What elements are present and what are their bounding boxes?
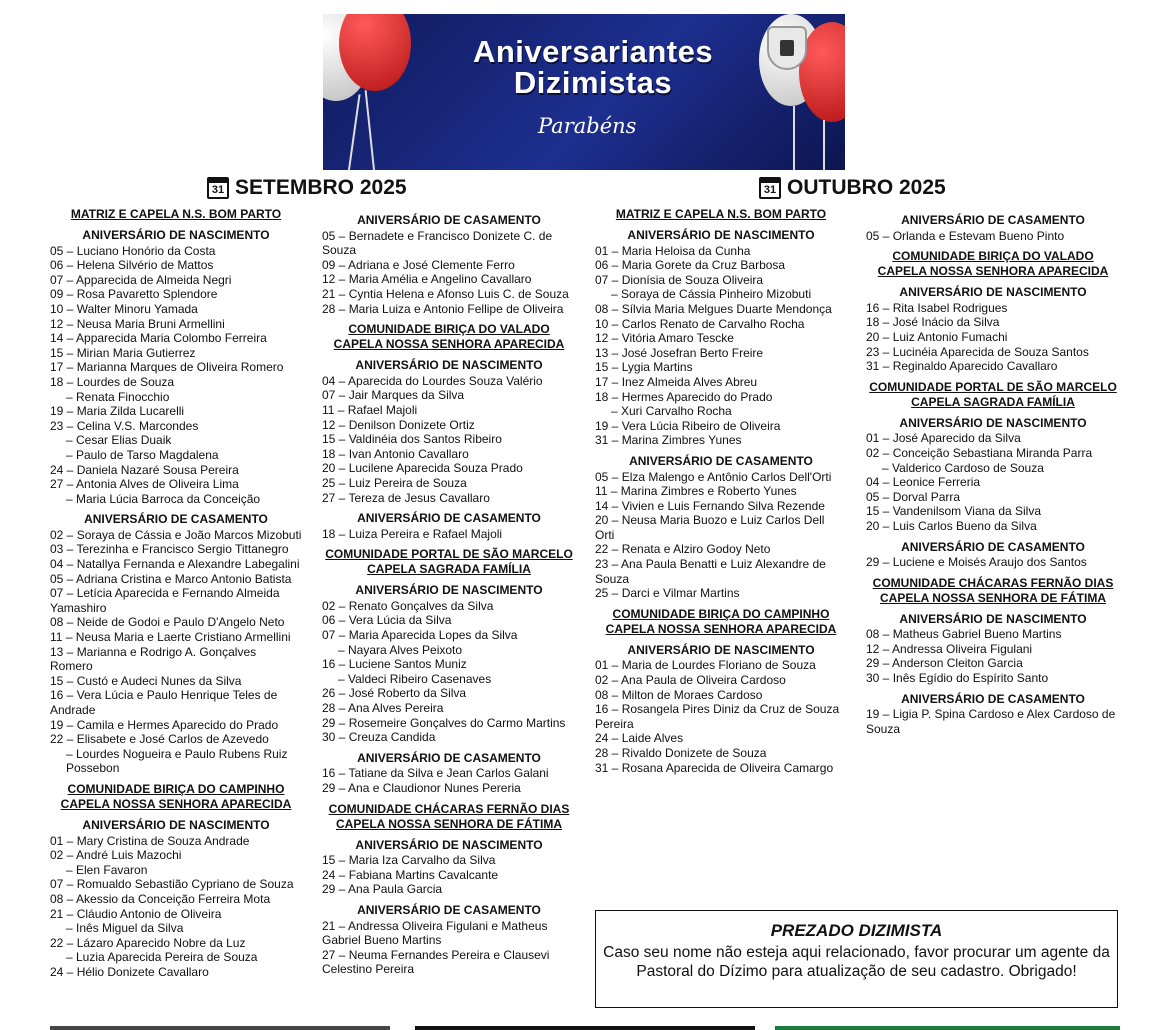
list-item: 31 – Rosana Aparecida de Oliveira Camargo [595, 760, 834, 775]
community-name: COMUNIDADE PORTAL DE SÃO MARCELO [869, 379, 1117, 394]
list-item: 06 – Vera Lúcia da Silva [322, 613, 452, 628]
community-name: CAPELA NOSSA SENHORA APARECIDA [333, 337, 565, 352]
section-list [866, 213, 1120, 243]
list-item: 27 – Neuma Fernandes Pereira e Clausevi Celestino Pereira [322, 947, 550, 977]
list-item: 02 – Ana Paula de Oliveira Cardoso [595, 673, 786, 688]
list-item: – Inês Miguel da Silva [66, 921, 184, 936]
list-item: 28 – Maria Luiza e Antonio Fellipe de Oliveira [322, 301, 564, 316]
community-name: MATRIZ E CAPELA N.S. BOM PARTO [615, 207, 827, 221]
list-item: 21 – Cláudio Antonio de Oliveira [50, 906, 222, 921]
list-item: 23 – Celina V.S. Marcondes [50, 418, 199, 433]
section-type-heading: ANIVERSÁRIO DE CASAMENTO [357, 750, 541, 765]
section-type-heading: ANIVERSÁRIO DE NASCIMENTO [82, 228, 270, 242]
section-type-heading: ANIVERSÁRIO DE NASCIMENTO [899, 285, 1087, 300]
list-item: 08 – Akessio da Conceição Ferreira Mota [50, 891, 271, 906]
list-item: 07 – Letícia Aparecida e Fernando Almeida Yamashiro [50, 586, 280, 615]
list-item: 10 – Walter Minoru Yamada [50, 301, 198, 316]
section-list [322, 511, 576, 541]
section-list [322, 213, 576, 316]
list-item: 06 – Helena Silvério de Mattos [50, 258, 214, 273]
list-item: 20 – Luis Carlos Bueno da Silva [866, 518, 1037, 533]
section-type-heading: ANIVERSÁRIO DE CASAMENTO [357, 213, 541, 227]
community-name: COMUNIDADE PORTAL DE SÃO MARCELO [325, 547, 573, 562]
list-item: 04 – Leonice Ferreria [866, 475, 981, 490]
list-item: 20 – Lucilene Aparecida Souza Prado [322, 461, 523, 476]
notice-title: PREZADO DIZIMISTA [770, 921, 943, 940]
list-item: 07 – Romualdo Sebastião Cypriano de Souza [50, 877, 294, 892]
list-item: – Cesar Elias Duaik [66, 433, 172, 448]
section-type-heading: ANIVERSÁRIO DE CASAMENTO [901, 213, 1085, 227]
list-item: 29 – Ana e Claudionor Nunes Pereria [322, 781, 521, 795]
month-title: SETEMBRO 2025 [235, 176, 407, 199]
section-list [322, 358, 576, 505]
list-item: 19 – Camila e Hermes Aparecido do Prado [50, 717, 279, 732]
list-item: 29 – Rosemeire Gonçalves do Carmo Martins [322, 715, 566, 730]
list-item: 08 – Sílvia Maria Melgues Duarte Mendonça [595, 301, 832, 316]
community-heading [50, 207, 302, 222]
list-item: 07 – Dionísia de Souza Oliveira [595, 272, 764, 287]
list-item: 01 – Maria Heloisa da Cunha [595, 243, 751, 258]
list-item: – Valderico Cardoso de Souza [882, 460, 1044, 475]
community-heading [322, 322, 576, 352]
list-item: 24 – Hélio Donizete Cavallaro [50, 964, 209, 979]
community-heading [322, 547, 576, 577]
list-item: 22 – Elisabete e José Carlos de Azevedo [50, 732, 269, 747]
community-name: CAPELA NOSSA SENHORA APARECIDA [605, 621, 837, 636]
list-item: 07 – Apparecida de Almeida Negri [50, 272, 232, 287]
column-september-right [322, 207, 576, 977]
community-name: CAPELA NOSSA SENHORA APARECIDA [877, 264, 1109, 279]
list-item: 05 – Adriana Cristina e Marco Antonio Batista [50, 571, 292, 586]
list-item: 08 – Matheus Gabriel Bueno Martins [866, 627, 1062, 642]
section-list [595, 643, 847, 775]
list-item: 24 – Daniela Nazaré Sousa Pereira [50, 462, 239, 477]
list-item: – Maria Lúcia Barroca da Conceição [66, 491, 261, 506]
section-type-heading: ANIVERSÁRIO DE NASCIMENTO [355, 837, 543, 852]
list-item: 29 – Anderson Cleiton Garcia [866, 656, 1023, 671]
list-item: 16 – Rosangela Pires Diniz da Cruz de Souza Pereira [595, 702, 840, 731]
community-heading [866, 380, 1120, 410]
list-item: 18 – Luiza Pereira e Rafael Majoli [322, 526, 503, 541]
list-item: 20 – Luiz Antonio Fumachi [866, 329, 1008, 344]
community-name: COMUNIDADE BIRIÇA DO VALADO [348, 322, 550, 337]
list-item: 24 – Fabiana Martins Cavalcante [322, 867, 499, 882]
list-item: 18 – Hermes Aparecido do Prado [595, 389, 773, 404]
section-type-heading: ANIVERSÁRIO DE NASCIMENTO [627, 642, 815, 657]
list-item: – Xuri Carvalho Rocha [611, 404, 732, 419]
list-item: 21 – Andressa Oliveira Figulani e Matheus Gabriel Bueno Martins [322, 918, 548, 948]
list-item: 16 – Vera Lúcia e Paulo Henrique Teles de Andrade [50, 688, 278, 717]
list-item: 12 – Maria Amélia e Angelino Cavallaro [322, 272, 532, 287]
list-item: 18 – José Inácio da Silva [866, 315, 1000, 330]
community-name: CAPELA SAGRADA FAMÍLIA [367, 562, 531, 577]
list-item: 17 – Marianna Marques de Oliveira Romero [50, 360, 284, 375]
section-list [322, 751, 576, 796]
calendar-icon: 31 [207, 177, 229, 199]
list-item: 15 – Maria Iza Carvalho da Silva [322, 853, 496, 868]
list-item: 15 – Lygia Martins [595, 360, 693, 375]
section-type-heading: ANIVERSÁRIO DE CASAMENTO [629, 453, 813, 468]
list-item: 12 – Neusa Maria Bruni Armellini [50, 316, 225, 331]
list-item: 17 – Inez Almeida Alves Abreu [595, 374, 758, 389]
list-item: 22 – Lázaro Aparecido Nobre da Luz [50, 935, 246, 950]
list-item: 10 – Carlos Renato de Carvalho Rocha [595, 316, 805, 331]
list-item: 16 – Luciene Santos Muniz [322, 657, 467, 672]
list-item: 27 – Antonia Alves de Oliveira Lima [50, 477, 239, 492]
list-item: 30 – Creuza Candida [322, 730, 436, 745]
list-item: 15 – Custó e Audeci Nunes da Silva [50, 673, 242, 688]
banner-title: Aniversariantes Dizimistas [472, 34, 714, 100]
notice-text: Caso seu nome não esteja aqui relacionado, favor procurar um agente da Pastoral do Dízimo para atualização de seu cadastro. Obrigado! [603, 944, 1110, 980]
list-item: 19 – Vera Lúcia Ribeiro de Oliveira [595, 418, 781, 433]
list-item: 15 – Vandenilsom Viana da Silva [866, 504, 1042, 519]
list-item: 08 – Milton de Moraes Cardoso [595, 687, 763, 702]
footer-bar [415, 1026, 755, 1030]
community-name: CAPELA SAGRADA FAMÍLIA [911, 394, 1075, 409]
section-list [866, 416, 1120, 534]
section-list [50, 512, 302, 776]
list-item: 05 – Elza Malengo e Antônio Carlos Dell'Orti [595, 469, 832, 484]
column-october-left [595, 207, 847, 775]
column-september-left [50, 207, 302, 980]
calendar-icon: 31 [759, 177, 781, 199]
section-type-heading: ANIVERSÁRIO DE CASAMENTO [357, 511, 541, 526]
section-list [866, 612, 1120, 686]
list-item: 05 – Luciano Honório da Costa [50, 243, 216, 258]
list-item: 07 – Jair Marques da Silva [322, 388, 465, 403]
list-item: 01 – Mary Cristina de Souza Andrade [50, 833, 250, 848]
list-item: 01 – José Aparecido da Silva [866, 431, 1021, 446]
list-item: 13 – Marianna e Rodrigo A. Gonçalves Romero [50, 644, 257, 674]
section-type-heading: ANIVERSÁRIO DE CASAMENTO [84, 512, 268, 527]
community-heading [595, 207, 847, 222]
month-title: OUTUBRO 2025 [787, 176, 946, 199]
list-item: 18 – Lourdes de Souza [50, 374, 175, 389]
section-list [50, 228, 302, 506]
list-item: – Nayara Alves Peixoto [338, 642, 463, 657]
footer-bar [50, 1026, 390, 1030]
list-item: 11 – Marina Zimbres e Roberto Yunes [595, 484, 797, 499]
section-list [866, 540, 1120, 570]
list-item: 25 – Luiz Pereira de Souza [322, 475, 467, 490]
list-item: – Valdeci Ribeiro Casenaves [338, 671, 492, 686]
list-item: 15 – Valdinéia dos Santos Ribeiro [322, 432, 502, 447]
community-heading [866, 249, 1120, 279]
section-list [595, 228, 847, 448]
list-item: 01 – Maria de Lourdes Floriano de Souza [595, 658, 816, 673]
community-heading [322, 802, 576, 832]
community-name: CAPELA NOSSA SENHORA DE FÁTIMA [335, 816, 562, 831]
list-item: 28 – Rivaldo Donizete de Souza [595, 746, 767, 760]
header-banner [323, 14, 845, 170]
list-item: 30 – Inês Egídio do Espírito Santo [866, 671, 1049, 686]
section-list [866, 285, 1120, 374]
list-item: 03 – Terezinha e Francisco Sergio Tittanegro [50, 542, 289, 557]
list-item: – Luzia Aparecida Pereira de Souza [66, 950, 258, 965]
list-item: 06 – Maria Gorete da Cruz Barbosa [595, 258, 786, 273]
list-item: 13 – José Josefran Berto Freire [595, 345, 764, 360]
list-item: 11 – Rafael Majoli [322, 402, 418, 417]
community-name: MATRIZ E CAPELA N.S. BOM PARTO [70, 207, 282, 221]
section-type-heading: ANIVERSÁRIO DE NASCIMENTO [899, 611, 1087, 626]
section-type-heading: ANIVERSÁRIO DE CASAMENTO [357, 902, 541, 917]
section-list [595, 454, 847, 601]
section-type-heading: ANIVERSÁRIO DE NASCIMENTO [82, 817, 270, 832]
list-item: – Lourdes Nogueira e Paulo Rubens Ruiz Possebon [66, 746, 288, 776]
list-item: 15 – Mirian Maria Gutierrez [50, 345, 196, 360]
list-item: 26 – José Roberto da Silva [322, 686, 467, 701]
section-list [50, 818, 302, 980]
list-item: 04 – Aparecida do Lourdes Souza Valério [322, 373, 543, 388]
list-item: 28 – Ana Alves Pereira [322, 701, 444, 716]
list-item: – Paulo de Tarso Magdalena [66, 447, 219, 462]
section-list [322, 903, 576, 977]
community-name: CAPELA NOSSA SENHORA DE FÁTIMA [879, 590, 1106, 605]
list-item: 14 – Vivien e Luis Fernando Silva Rezende [595, 498, 825, 513]
banner-subtitle: Parabéns [538, 114, 637, 138]
list-item: 02 – Soraya de Cássia e João Marcos Mizobuti [50, 527, 302, 542]
community-heading [866, 576, 1120, 606]
list-item: 12 – Andressa Oliveira Figulani [866, 641, 1033, 656]
list-item: 09 – Adriana e José Clemente Ferro [322, 257, 515, 272]
list-item: 29 – Luciene e Moisés Araujo dos Santos [866, 555, 1087, 570]
notice-box [595, 910, 1118, 1008]
list-item: 04 – Natallya Fernanda e Alexandre Labegalini [50, 557, 300, 572]
list-item: 23 – Ana Paula Benatti e Luiz Alexandre de Souza [595, 557, 826, 586]
section-type-heading: ANIVERSÁRIO DE NASCIMENTO [627, 228, 815, 242]
list-item: 20 – Neusa Maria Buozo e Luiz Carlos Dell Orti [595, 513, 825, 542]
list-item: – Soraya de Cássia Pinheiro Mizobuti [611, 287, 812, 302]
community-name: COMUNIDADE BIRIÇA DO CAMPINHO [612, 606, 830, 621]
footer-bar [775, 1026, 1120, 1030]
list-item: 21 – Cyntia Helena e Afonso Luis C. de Souza [322, 286, 569, 301]
community-name: COMUNIDADE CHÁCARAS FERNÃO DIAS [328, 801, 570, 816]
list-item: 19 – Maria Zilda Lucarelli [50, 404, 185, 419]
list-item: 02 – André Luis Mazochi [50, 848, 182, 863]
list-item: 16 – Tatiane da Silva e Jean Carlos Galani [322, 766, 549, 781]
list-item: 07 – Maria Aparecida Lopes da Silva [322, 628, 518, 643]
community-heading [50, 782, 302, 812]
list-item: 29 – Ana Paula Garcia [322, 882, 443, 897]
community-name: COMUNIDADE CHÁCARAS FERNÃO DIAS [872, 575, 1114, 590]
list-item: 08 – Neide de Godoi e Paulo D'Angelo Neto [50, 615, 285, 630]
section-list [322, 838, 576, 897]
section-list [322, 583, 576, 745]
list-item: 12 – Vitória Amaro Tescke [595, 331, 734, 346]
list-item: 23 – Lucinéia Aparecida de Souza Santos [866, 344, 1089, 359]
section-type-heading: ANIVERSÁRIO DE NASCIMENTO [355, 583, 543, 598]
section-type-heading: ANIVERSÁRIO DE NASCIMENTO [899, 415, 1087, 430]
list-item: – Elen Favaron [66, 862, 148, 877]
month-heading-october [759, 176, 946, 200]
list-item: 27 – Tereza de Jesus Cavallaro [322, 490, 490, 505]
parish-crest-icon [767, 26, 807, 70]
list-item: 16 – Rita Isabel Rodrigues [866, 300, 1008, 315]
list-item: 12 – Denilson Donizete Ortiz [322, 417, 475, 432]
list-item: 05 – Dorval Parra [866, 489, 961, 504]
list-item: 02 – Conceição Sebastiana Miranda Parra [866, 445, 1093, 460]
list-item: 05 – Orlanda e Estevam Bueno Pinto [866, 228, 1065, 243]
community-name: COMUNIDADE BIRIÇA DO CAMPINHO [67, 781, 285, 796]
list-item: 19 – Ligia P. Spina Cardoso e Alex Cardoso de Souza [866, 707, 1116, 736]
section-type-heading: ANIVERSÁRIO DE CASAMENTO [901, 539, 1085, 554]
month-heading-september [207, 176, 407, 200]
list-item: 31 – Marina Zimbres Yunes [595, 433, 742, 448]
column-october-right [866, 207, 1120, 736]
list-item: 22 – Renata e Alziro Godoy Neto [595, 542, 771, 557]
section-list [866, 692, 1120, 737]
list-item: 31 – Reginaldo Aparecido Cavallaro [866, 359, 1058, 374]
community-heading [595, 607, 847, 637]
community-name: CAPELA NOSSA SENHORA APARECIDA [60, 796, 292, 811]
section-type-heading: ANIVERSÁRIO DE NASCIMENTO [355, 358, 543, 373]
community-name: COMUNIDADE BIRIÇA DO VALADO [892, 249, 1094, 264]
list-item: – Renata Finocchio [66, 389, 170, 404]
list-item: 18 – Ivan Antonio Cavallaro [322, 446, 469, 461]
list-item: 24 – Laide Alves [595, 731, 684, 746]
list-item: 09 – Rosa Pavaretto Splendore [50, 287, 218, 302]
list-item: 05 – Bernadete e Francisco Donizete C. de Souza [322, 228, 553, 258]
section-type-heading: ANIVERSÁRIO DE CASAMENTO [901, 691, 1085, 706]
list-item: 11 – Neusa Maria e Laerte Cristiano Armellini [50, 630, 291, 645]
list-item: 02 – Renato Gonçalves da Silva [322, 598, 494, 613]
list-item: 25 – Darci e Vilmar Martins [595, 586, 740, 601]
list-item: 14 – Apparecida Maria Colombo Ferreira [50, 331, 267, 346]
